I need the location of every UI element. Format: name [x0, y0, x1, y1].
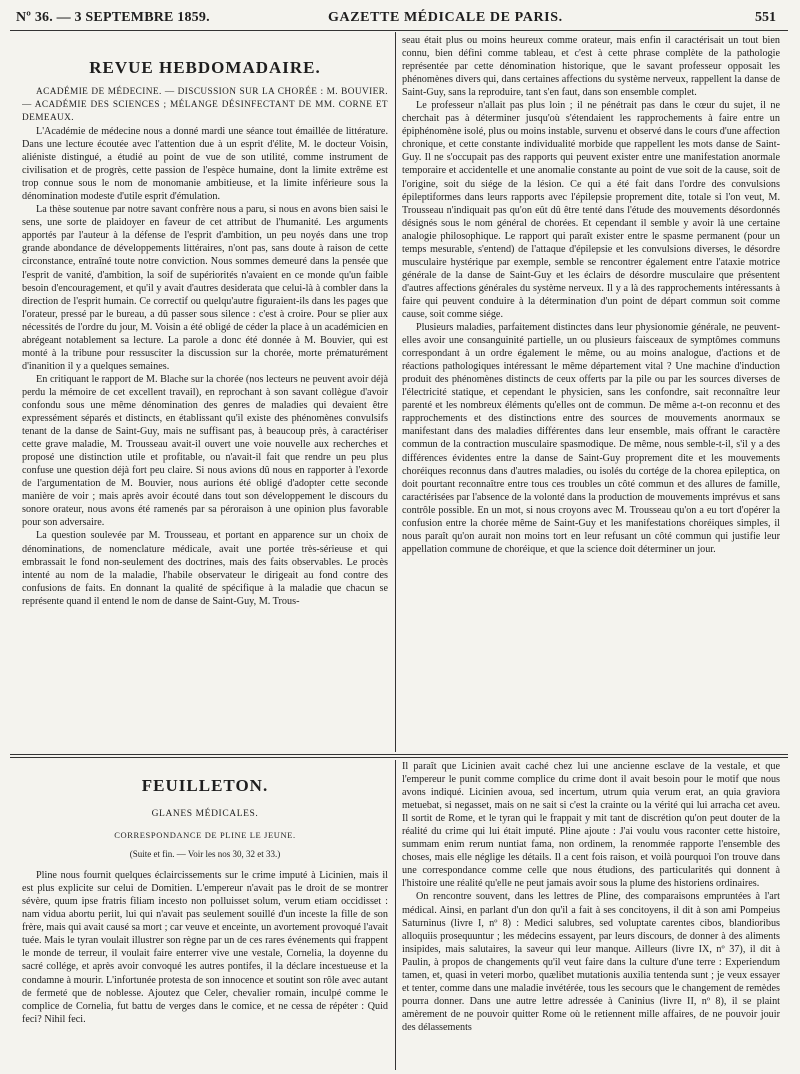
feuilleton-title: FEUILLETON.: [141, 776, 269, 795]
revue-summary: ACADÉMIE DE MÉDECINE. — DISCUSSION SUR LA CHORÉE : M. BOUVIER. — ACADÉMIE DES SCIENCES ; MÉLANGE DÉSINFECTANT DE MM. CORNE ET DEMEAUX.: [22, 87, 388, 123]
issue-date: Nº 36. — 3 SEPTEMBRE 1859.: [16, 10, 210, 25]
masthead: [10, 8, 788, 28]
column-divider-bottom: [395, 760, 396, 1070]
revue-paragraph: En critiquant le rapport de M. Blache sur la chorée (nos lecteurs ne peuvent avoir déjà perdu la mémoire de cet excellent travail), en reprochant à son savant collègue d'avoir confondu sous une même dénomination des genres de maladies qui devaient être expressément séparés et distincts, en établissant qu'il existe des phénomènes convulsifs tenant de la danse de Saint-Guy, mais ne suffisant pas, à beaucoup près, à caractériser cette grave maladie, M. Trousseau avait-il ouvert une voie nouvelle aux recherches et proposé une distinction utile et profitable, ou n'avait-il fait que rendre un peu plus confuse une question déjà fort peu claire. Si nous avions dû nous en rapporter à l'exorde de l'argumentation de M. Bouvier, nous aurions été obligé d'adopter cette seconde manière de voir ; mais après avoir écouté dans tout son développement le discours du sonore orateur, nous avons été ramenés par sa péroraison à une opinion plus favorable pour son adversaire.: [22, 373, 388, 529]
revue-column-right: [402, 34, 780, 752]
revue-paragraph: La question soulevée par M. Trousseau, et portant en apparence sur un choix de dénominations, de nomenclature médicale, avait une portée très-sérieuse et qui embrassait le fond non-seulement des doctrines, mais des faits observables. Le procès intenté au nom de la maladie, l'habile observateur le dirigeait au fond contre des confusions de faits. En donnant la qualité de spécifique à la maladie que chacun se représente quand il entend le nom de danse de Saint-Guy, M. Trous-: [22, 530, 388, 607]
revue-paragraph: seau était plus ou moins heureux comme orateur, mais enfin il caractérisait un tout bien connu, bien défini comme tableau, et c'est à cette phrase complète de la pathologie représentée par cette dénomination historique, que le savant professeur opposait les phénomènes divers qui, dans certaines affections du système nerveux, rappellent la danse de Saint-Guy, sans la reproduire, tant s'en faut, dans son ensemble complet.: [402, 35, 780, 99]
feuilleton-paragraph: Il paraît que Licinien avait caché chez lui une ancienne esclave de la vestale, et que l'empereur le punit comme complice du crime dont il avait besoin pour le motif que nous avons indiqué. Licinien avoua, sed incertum, utrum quia verum erat, an quia graviora metuebat, si negasset, mais on ne sait si c'est la crainte ou la vérité qui lui arracha cet aveu. Il sortit de Rome, et le tyran qui le frappait y mit tant de discrétion qu'on peut douter de la réalité du crime qui lui était imputé. Pline ajoute : J'ai voulu vous raconter cette histoire, summam enim rerum nuntiat fama, non ordinem, la renommée rapporte l'ensemble des choses, mais elle néglige les détails. Il a cent fois raison, et voilà pourquoi l'on trouve dans une correspondance comme celle que nous étudions, des particularités qui donnent à l'histoire une réalité qu'elle ne peut jamais avoir sous la plume des historiens ordinaires.: [402, 761, 780, 890]
feuilleton-heading: CORRESPONDANCE DE PLINE LE JEUNE.: [114, 830, 296, 841]
journal-title: GAZETTE MÉDICALE DE PARIS.: [328, 10, 563, 25]
feuilleton-paragraph: Pline nous fournit quelques éclaircissements sur le crime imputé à Licinien, mais il est plus explicite sur celui de Domitien. L'empereur n'avait pas le droit de se montrer sévère, quum ipse fratris filiam incesto non polluisset solum, verum etiam occidisset : nam vidua abortu periit, lui qui n'avait pas seulement souillé d'un inceste la fille de son frère, mais qui avait causé sa mort ; car veuve et enceinte, un avortement provoqué l'avait tuée. Mais le tyran voulait illustrer son règne par un de ces rares événements qui frappent le monde de terreur, il voulait faire enterrer vive une vestale, Cornelia, la doyenne du sacré collége, et après avoir convoqué les autres pontifes, il la déclare incestueuse et la condamne à mourir. L'infortunée protesta de son innocence et soutint son rôle avec autant de fermeté que de noblesse. Ajoutez que Celer, chevalier romain, inculpé comme le complice de Cornelia, fut battu de verges dans le comice, et ne cessa de répéter : Quid feci? Nihil feci.: [22, 870, 388, 1025]
feuilleton-column-left: [22, 760, 388, 1070]
feuilleton-subtitle: GLANES MÉDICALES.: [151, 809, 259, 819]
feuilleton-column-right: [402, 760, 780, 1070]
revue-paragraph: Plusieurs maladies, parfaitement distinctes dans leur physionomie générale, ne peuvent-elles avoir une consanguinité partielle, un ou plusieurs faisceaux de symptômes communs correspondant à un ordre également le même, ou au moins analogue, d'actions et de réactions pathologiques intéressant le même département vital ? Une machine d'induction produit des phénomènes distincts de ceux offerts par la pile ou par les sources diverses de l'électricité statique, et cependant le physicien, sans les confondre, sait reconnaître leur parenté et les nombreux éléments qu'elles ont de commun. De même a-t-on reconnu et des rapprochements et des distinctions entre des sources de mouvements anormaux se manifestant dans des maladies différentes dans leur ensemble, mais offrant le caractère commun de la contraction musculaire spasmodique. De même, nous semble-t-il, s'il y a des différences évidentes entre la danse de Saint-Guy proprement dite et les mouvements choréiques reconnus dans d'autres maladies, ou isolés du cortége de la chorea epileptica, on doit pourtant reconnaître entre tous ces troubles un côté commun et des allures de famille, caractérisées par l'absence de la volonté dans la production de mouvements imprévus et sans contrôle possible. En un mot, si nous croyons avec M. Trousseau qu'on a eu tort d'opérer la confusion entre la chorée même de Saint-Guy et les manifestations choréiques simples, il nous paraît qu'on aurait non moins tort en leur refusant un côté commun qui justifie leur appellation commune de choréique, et que la science doit déterminer un jour.: [402, 322, 780, 555]
revue-column-left: [22, 34, 388, 752]
page-number: 551: [755, 10, 776, 25]
header-rule: [10, 30, 788, 31]
column-divider-top: [395, 32, 396, 752]
revue-paragraph: Le professeur n'allait pas plus loin ; il ne pénétrait pas dans le cœur du sujet, il ne cherchait pas à déterminer jusqu'où s'étendaient les rapprochements à faire entre un épiphénomène isolé, plus ou moins instable, survenu et observé dans le cours d'une affection chronique, et cette constante individualité morbide que rappellent les mots danse de Saint-Guy. Il ne s'occupait pas des rapports qui peuvent exister entre une manifestation anormale temporaire et accidentelle et une anomalie constante au point de vue soit de la cause, soit de l'origine, soit du siége de la lésion. Ce qui a été fait dans l'ordre des convulsions épileptiformes dans leurs rapports avec l'épilepsie proprement dite, totale si l'on veut, M. Trousseau n'indiquait pas qu'on eût dû être tenté dans l'étude des mouvements désordonnés désignés sous le nom général de chorées. Et cependant il semble y avoir là une certaine analogie philosophique. Le rapport qui paraît exister entre le spasme permanent (pour un temps mesurable, s'entend) de l'attaque d'épilepsie et les convulsions diverses, le désordre musculaire hystérique par exemple, semble se rencontrer également entre l'ataxie motrice générale de la danse de Saint-Guy et les éclairs de désordre musculaire que présentent d'autres affections générales du système nerveux. Il y a là des rapprochements intéressants à faire qui peuvent conduire à la détermination d'un point de départ commun soit comme cause, soit comme siége.: [402, 100, 780, 320]
feuilleton-rule: [10, 757, 788, 758]
feuilleton-paragraph: On rencontre souvent, dans les lettres de Pline, des comparaisons empruntées à l'art médical. Ainsi, en parlant d'un don qu'il a fait à ses concitoyens, il dit à son ami Pompeius Saturninus (livre I, nº 8) : Medici salubres, sed voluptate carentes cibos, blandioribus alloquiis prosequuntur ; les médecins essayent, par leurs discours, de donner à des aliments insipides, mais salutaires, la saveur qui leur manque. Ailleurs (livre IX, nº 37), il dit à Paulin, à propos de changements qu'il veut faire dans la culture d'une terre : Experiendum tamen, et, quasi in veteri morbo, quælibet mutationis auxilia tentenda sunt ; je veux essayer et tenter, comme dans une maladie invétérée, tous les secours que le changement de remèdes pourra donner. Dans une autre lettre adressée à Caninius (livre II, nº 8), il se plaint amèrement de ne pouvoir quitter Rome où le retiennent mille affaires, de ne pouvoir jouir des délassements: [402, 891, 780, 1033]
revue-paragraph: La thèse soutenue par notre savant confrère nous a paru, si nous en avons bien saisi le sens, une sorte de plaidoyer en faveur de cet attribut de l'humanité. Les arguments apportés par l'auteur à la défense de l'esprit d'ambition, un peu noyés dans une trop grande abondance de développements littéraires, n'ont pas, sans doute à raison de cette circonstance, entraîné toute notre conviction. Nous sommes demeuré dans la pensée que l'esprit de vanité, d'ambition, la soif de supériorités n'avaient en ce monde qu'un faible besoin d'encouragement, et qu'il y avait d'autres desiderata que celui-là à combler dans la direction de l'esprit humain. Ce correctif ou quelqu'autre figuraient-ils dans les pages que l'orateur, pressé par le bureau, a dû passer sous silence : c'est à croire. Pour se plier aux nécessités de l'ordre du jour, M. Voisin a été obligé de céder la place à un académicien en abrégeant notablement sa lecture. La parole a donc été donnée à M. Bouvier, qui est monté à la tribune pour ressusciter la discussion sur la chorée, morte prématurément d'inanition il y a quelques semaines.: [22, 204, 388, 372]
revue-paragraph: L'Académie de médecine nous a donné mardi une séance tout émaillée de littérature. Dans une lecture écoutée avec l'attention due à un esprit d'élite, M. le docteur Voisin, aliéniste distingué, a étudié au point de vue de son utilité, comme instrument de civilisation et de progrès, cette passion de l'espèce humaine, dont la limite extrême est trop connue sous le nom de monomanie ambitieuse, et la limite inférieure sous la dénomination modeste d'utile esprit d'émulation.: [22, 126, 388, 203]
feuilleton-rule: [10, 754, 788, 755]
feuilleton-note: (Suite et fin. — Voir les nos 30, 32 et 33.): [129, 849, 281, 860]
revue-title: REVUE HEBDOMADAIRE.: [89, 58, 321, 77]
